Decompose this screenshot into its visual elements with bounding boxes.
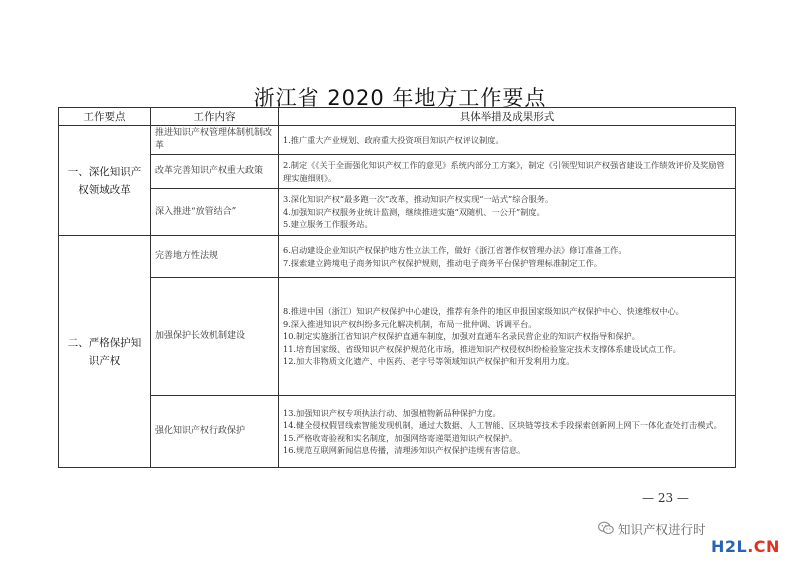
measure-item: 12.加大非物质文化遗产、中医药、老字号等领域知识产权保护和开发利用力度。 <box>283 356 575 367</box>
logo-text-h2l: H2L <box>711 537 748 556</box>
measures-cell <box>279 396 736 468</box>
wechat-account-label: 知识产权进行时 <box>618 522 706 537</box>
measure-item: 4.加强知识产权服务业统计监测，继续推进实施“双随机、一公开”制度。 <box>283 206 545 217</box>
measures-cell <box>279 236 736 278</box>
table-row <box>59 278 736 396</box>
work-content: 改革完善知识产权重大政策 <box>151 155 279 189</box>
measure-item: 9.深入推进知识产权纠纷多元化解决机制，布局一批仲调、诉调平台。 <box>283 318 537 329</box>
measure-item: 11.培育国家级、省级知识产权保护规范化市场，推进知识产权侵权纠纷检验鉴定技术支撑体系建设试点工作。 <box>283 343 681 354</box>
table-row <box>59 155 736 189</box>
table-row <box>59 396 736 468</box>
measure-item: 8.推进中国（浙江）知识产权保护中心建设，推荐有条件的地区申报国家级知识产权保护中心、快速维权中心。 <box>283 306 684 317</box>
document-title: 浙江省 2020 年地方工作要点 <box>253 86 547 110</box>
site-logo <box>711 537 780 556</box>
work-content: 深入推进“放管结合” <box>151 189 279 236</box>
wechat-watermark <box>598 520 706 538</box>
work-content: 加强保护长效机制建设 <box>151 278 279 396</box>
measure-item: 1.推广重大产业规划、政府重大投资项目知识产权评议制度。 <box>283 134 504 145</box>
header-content: 工作内容 <box>151 108 279 126</box>
table-row <box>59 189 736 236</box>
measure-item: 15.严格收寄验视和实名制度，加强网络寄递渠道知识产权保护。 <box>283 432 518 443</box>
wechat-icon <box>598 521 614 538</box>
measure-item: 2.制定《《关于全面强化知识产权工作的意见》系统内部分工方案》，制定《引领型知识产权强省建设工作绩效评价及奖励管理实施细则》。 <box>283 160 725 183</box>
measures-cell <box>279 278 736 396</box>
header-area: 工作要点 <box>59 108 151 126</box>
measure-item: 7.探索建立跨境电子商务知识产权保护规则，推动电子商务平台保护管理标准制定工作。 <box>283 257 602 268</box>
section-area: 二、严格保护知识产权 <box>59 236 151 468</box>
measure-item: 13.加强知识产权专项执法行动、加强植物新品种保护力度。 <box>283 407 501 418</box>
logo-text-cn: .CN <box>747 537 780 556</box>
measures-cell <box>279 126 736 155</box>
table-header-row <box>59 108 736 126</box>
work-content: 强化知识产权行政保护 <box>151 396 279 468</box>
table-row <box>59 126 736 155</box>
work-table <box>58 107 736 468</box>
measure-item: 16.规范互联网新闻信息传播，清理涉知识产权保护违规有害信息。 <box>283 445 526 455</box>
measure-item: 14.健全侵权假冒线索智能发现机制，通过大数据、人工智能、区块链等技术手段探索创新网上网下一体化查处打击模式。 <box>283 420 722 430</box>
measure-item: 3.深化知识产权“最多跑一次”改革，推动知识产权实现“一站式”综合服务。 <box>283 194 554 205</box>
table-row <box>59 236 736 278</box>
measures-cell <box>279 189 736 236</box>
measure-item: 5.建立服务工作服务站。 <box>283 219 373 230</box>
section-area: 一、深化知识产权领域改革 <box>59 126 151 236</box>
measure-item: 6.启动建设企业知识产权保护地方性立法工作，做好《浙江省著作权管理办法》修订准备工作。 <box>283 245 627 255</box>
page-number: — 23 — <box>642 491 689 505</box>
work-content: 完善地方性法规 <box>151 236 279 278</box>
header-measures: 具体举措及成果形式 <box>279 108 736 126</box>
measure-item: 10.制定实施浙江省知识产权保护直通车制度，加强对直通车名录民营企业的知识产权指导和保护。 <box>283 331 640 342</box>
measures-cell <box>279 155 736 189</box>
work-content: 推进知识产权管理体制机制改革 <box>151 126 279 155</box>
